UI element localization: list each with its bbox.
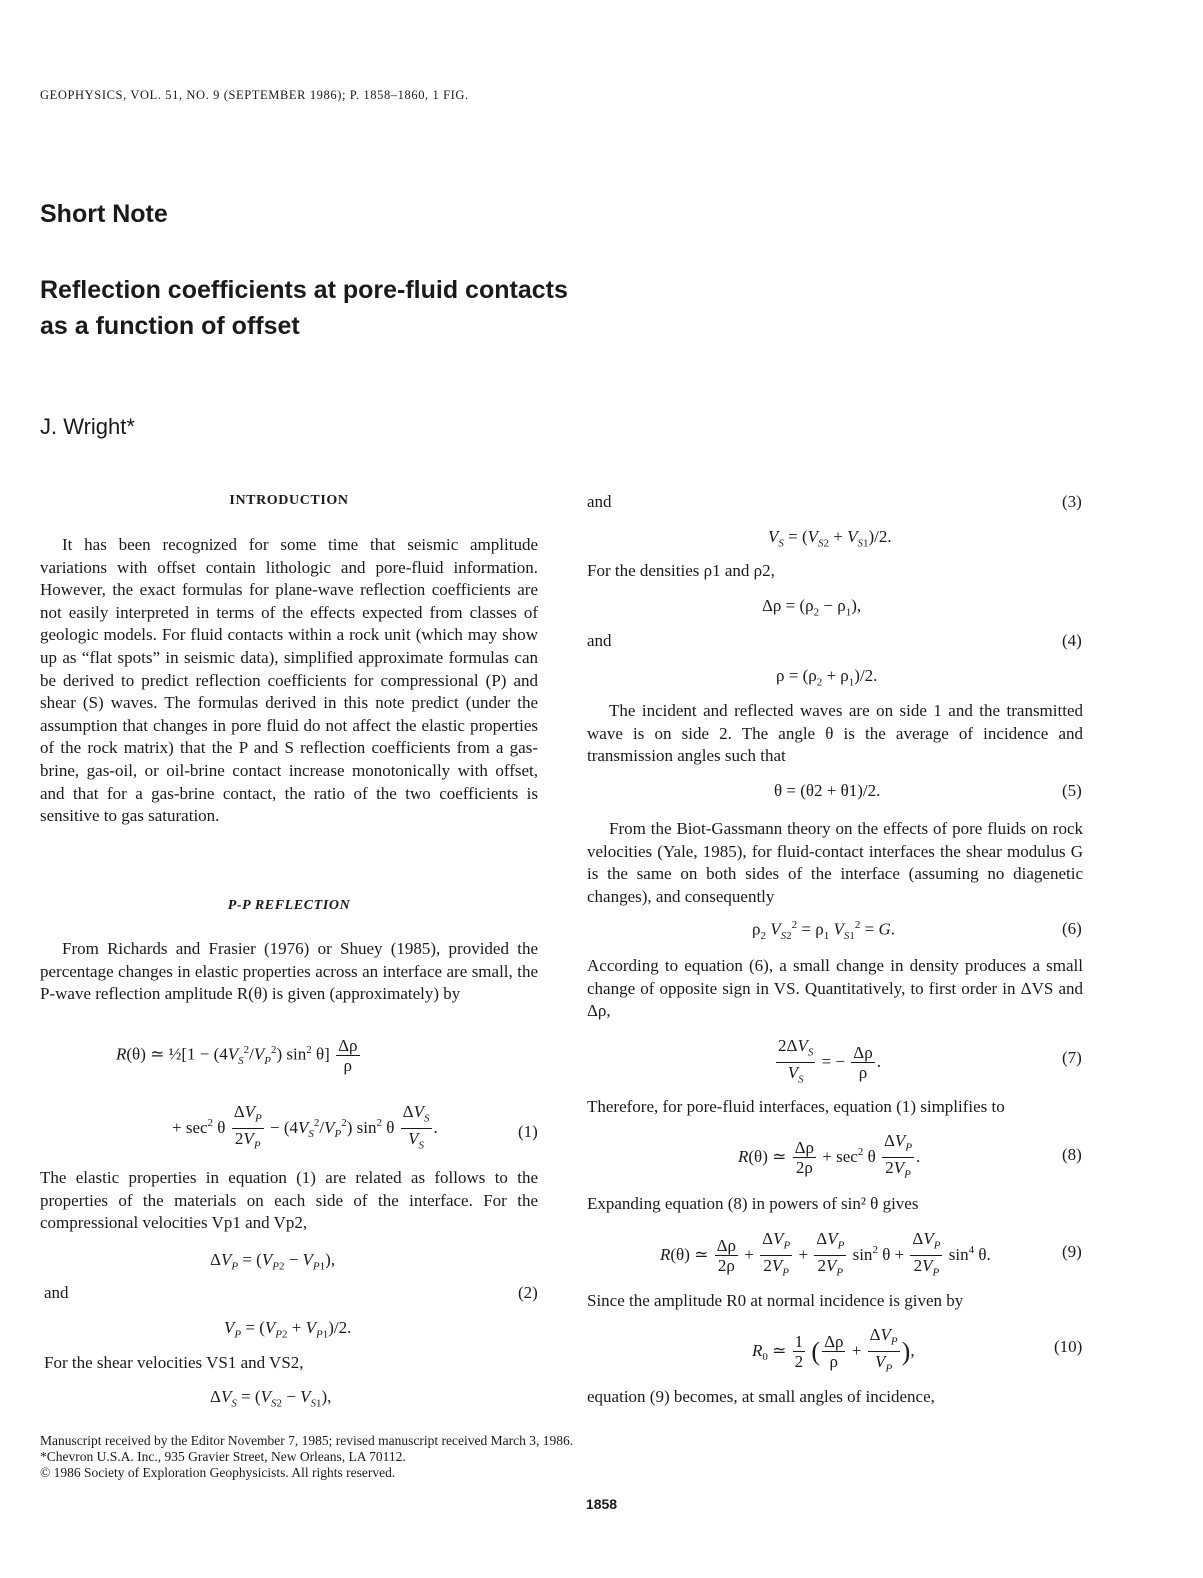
equation-2-number: (2) (518, 1283, 538, 1302)
equation-8: R(θ) ≃ $\frac{\Delta\rho}{2\rho}$ + $\sec^2 \theta$ $\frac{\Delta V_P}{2V_P}$ . (738, 1131, 921, 1181)
author: J. Wright* (40, 414, 135, 439)
equation-2a: $\Delta V_P = (V_{P2} - V_{P1})$, (210, 1250, 336, 1273)
journal-citation: GEOPHYSICS, VOL. 51, NO. 9 (SEPTEMBER 1986); P. 1858–1860, 1 FIG. (40, 88, 469, 102)
expanding-line: Expanding equation (8) in powers of sin² θ gives (587, 1194, 919, 1213)
equation-6-number: (6) (1062, 919, 1082, 938)
page-number: 1858 (585, 1496, 618, 1512)
and-label-right-2: and (587, 631, 612, 650)
equation-9: R(θ) ≃ $\frac{\Delta\rho}{2\rho}$ + $\frac{\Delta V_P}{2V_P}$ + $\frac{\Delta V_P}{2V_P}$ $\sin^2 \theta$ + $\frac{\Delta V_P}{2V_P}$ $\sin^4 \theta$. (660, 1229, 991, 1279)
equation-1-line-2: + $\sec^2 \theta$ $\frac{\Delta V_P}{2V_P}$ − $(4V_S^2/V_P^2)$ $\sin^2 \theta$ $\frac{\Delta V_S}{V_S}$ . (172, 1102, 438, 1152)
introduction-heading: INTRODUCTION (229, 493, 349, 508)
equation-10: $R_0$ ≃ $\frac{1}{2}$ ( $\frac{\Delta\rho}{\rho}$ + $\frac{\Delta V_P}{V_P}$ ), (752, 1325, 915, 1375)
equation-9-number: (9) (1062, 1242, 1082, 1261)
article-type: Short Note (40, 200, 168, 228)
equation-1-number: (1) (518, 1122, 538, 1141)
equation-4b: $\rho = (\rho_2 + \rho_1)/2$. (776, 666, 878, 689)
pp-reflection-paragraph: From Richards and Frasier (1976) or Shuey (1985), provided the percentage changes in elastic properties across an interface are small, the P-wave reflection amplitude R(θ) is given (approximately) by (40, 939, 538, 1004)
title-line-1: Reflection coefficients at pore-fluid contacts (40, 276, 568, 304)
equation-3b: $V_S = (V_{S2} + V_{S1})/2$. (768, 527, 892, 550)
equation-4-number: (4) (1062, 631, 1082, 650)
therefore-line: Therefore, for pore-fluid interfaces, equation (1) simplifies to (587, 1097, 1005, 1116)
equation-7: $\frac{2\Delta V_S}{V_S}$ = − $\frac{\Delta\rho}{\rho}$ . (778, 1036, 881, 1086)
equation-3a: $\Delta V_S = (V_{S2} - V_{S1})$, (210, 1387, 332, 1410)
elastic-properties-paragraph: The elastic properties in equation (1) are related as follows to the properties of the materials on each side of the interface. For the compressional velocities Vp1 and Vp2, (40, 1168, 538, 1233)
equation-4a: $\Delta\rho = (\rho_2 - \rho_1)$, (762, 596, 862, 619)
biot-gassmann-paragraph: From the Biot-Gassmann theory on the effects of pore fluids on rock velocities (Yale, 1985), for fluid-contact interfaces the shear modulus G is the same on both sides of the interface (assuming no diagenetic changes), and consequently (587, 819, 1083, 906)
since-line: Since the amplitude R0 at normal incidence is given by (587, 1291, 964, 1310)
article-title (40, 272, 568, 344)
introduction-paragraph: It has been recognized for some time that seismic amplitude variations with offset contain lithologic and pore-fluid information. However, the exact formulas for plane-wave reflection coefficients are not easily interpreted in terms of the effects expected from classes of geologic models. For fluid contacts within a rock unit (which may show up as “flat spots” in seismic data), simplified approximate formulas can be derived to predict reflection coefficients for compressional (P) and shear (S) waves. The formulas derived in this note predict (under the assumption that changes in pore fluid do not affect the elastic properties of the rock matrix) that the P and S reflection coefficients from a gas-brine, gas-oil, or oil-brine contact increase monotonically with offset, and that for a gas-brine contact, the ratio of the two coefficients is sensitive to gas saturation. (40, 535, 538, 826)
equation-8-number: (8) (1062, 1145, 1082, 1164)
according-paragraph: According to equation (6), a small change in density produces a small change of opposite sign in VS. Quantitatively, to first order in ΔVS and Δρ, (587, 956, 1083, 1021)
pp-reflection-heading (40, 898, 538, 914)
pp-reflection-heading-text: P-P REFLECTION (227, 898, 351, 913)
equation-7-number: (7) (1062, 1048, 1082, 1067)
footnote-affiliation: *Chevron U.S.A. Inc., 935 Gravier Street, New Orleans, LA 70112. (40, 1449, 406, 1464)
equation-2b: $V_P = (V_{P2} + V_{P1})/2$. (224, 1318, 352, 1341)
densities-line: For the densities ρ1 and ρ2, (587, 561, 775, 580)
equation-10-number: (10) (1054, 1337, 1083, 1356)
equation-5-number: (5) (1062, 781, 1082, 800)
and-label-right-1: and (587, 492, 612, 511)
equation-5: θ = (θ2 + θ1)/2. (774, 781, 881, 800)
incident-waves-paragraph: The incident and reflected waves are on side 1 and the transmitted wave is on side 2. The angle θ is the average of incidence and transmission angles such that (587, 701, 1083, 766)
title-line-2: as a function of offset (40, 312, 300, 340)
shear-velocities-line: For the shear velocities VS1 and VS2, (44, 1353, 304, 1372)
and-label-left: and (44, 1283, 69, 1302)
equation-1-line-1: R(θ) ≃ ½[1 − $(4V_S^2/V_P^2)$ $\sin^2 \theta$] $\frac{\Delta\rho}{\rho}$ (116, 1036, 358, 1075)
equation-nine-becomes-line: equation (9) becomes, at small angles of incidence, (587, 1387, 935, 1406)
footnote-manuscript: Manuscript received by the Editor November 7, 1985; revised manuscript received March 3, 1986. (40, 1433, 574, 1448)
footnote-copyright: © 1986 Society of Exploration Geophysicists. All rights reserved. (40, 1465, 396, 1480)
equation-3-number: (3) (1062, 492, 1082, 511)
footnotes (40, 1433, 573, 1481)
equation-6: $\rho_2$ $V_{S2}^2 = \rho_1$ $V_{S1}^2 = G$. (752, 919, 895, 943)
